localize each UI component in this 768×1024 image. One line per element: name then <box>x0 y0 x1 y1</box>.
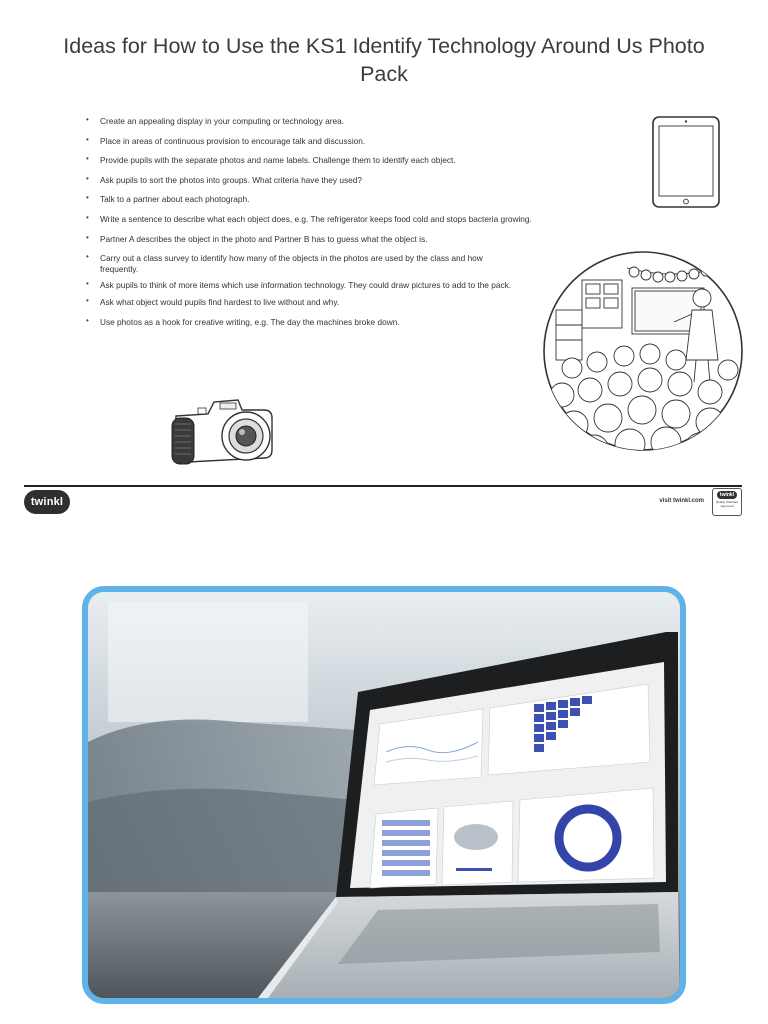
classroom-illustration <box>542 250 744 452</box>
page-title: Ideas for How to Use the KS1 Identify Technology Around Us Photo Pack <box>63 34 705 86</box>
badge-logo: twinkl <box>717 491 737 499</box>
list-item: • Ask what object would pupils find hardest to live without and why. <box>86 297 546 308</box>
list-item: • Ask pupils to think of more items which use information technology. They could draw pictures to add to the pack. <box>86 280 540 291</box>
list-item: • Ask pupils to sort the photos into groups. What criteria have they used? <box>86 175 546 186</box>
quality-badge <box>712 488 742 516</box>
visit-link[interactable]: visit twinkl.com <box>659 498 704 504</box>
twinkl-logo: twinkl <box>24 490 70 514</box>
list-item: • Create an appealing display in your computing or technology area. <box>86 116 546 127</box>
list-item: • Carry out a class survey to identify how many of the objects in the photos are used by the class and how frequently. <box>86 253 520 274</box>
list-item: • Write a sentence to describe what each object does, e.g. The refrigerator keeps food cold and stops bacteria growing. <box>86 214 546 225</box>
list-item: • Partner A describes the object in the photo and Partner B has to guess what the object is. <box>86 234 546 245</box>
footer-divider <box>24 485 742 487</box>
list-item: • Use photos as a hook for creative writing, e.g. The day the machines broke down. <box>86 317 546 328</box>
ideas-list <box>86 116 546 336</box>
tablet-icon <box>650 114 722 210</box>
badge-text: Quality Standard Approved <box>715 500 739 508</box>
camera-icon <box>168 392 278 470</box>
list-item: • Place in areas of continuous provision to encourage talk and discussion. <box>86 136 546 147</box>
laptop-photo <box>82 586 686 1004</box>
list-item: • Talk to a partner about each photograph. <box>86 194 546 205</box>
list-item: • Provide pupils with the separate photos and name labels. Challenge them to identify each object. <box>86 155 546 166</box>
